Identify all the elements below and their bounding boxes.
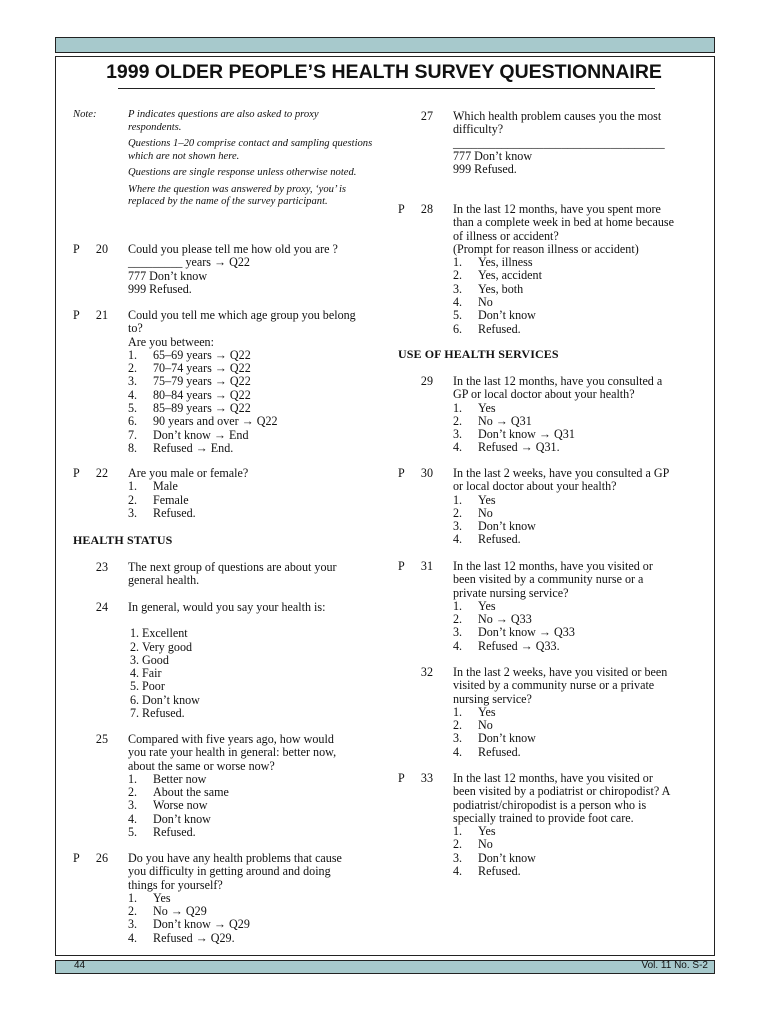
option-label: Yes, both [478,281,524,296]
proxy-marker: P [73,308,80,322]
question-text-line: specially trained to provide foot care. [453,810,634,825]
option-label: No → Q31 [478,413,532,428]
proxy-marker: P [73,242,80,256]
option-number: 6. [130,692,140,707]
question-text-line: Could you please tell me how old you are ? [128,242,338,256]
question-number: 30 [420,466,433,480]
option-label: Refused. [142,706,185,721]
question-number: 22 [95,466,108,480]
option-number: 4. [453,864,463,879]
option-label: Very good [142,639,193,654]
answer-option [453,428,662,441]
answer-option [453,402,662,415]
question-text-line: GP or local doctor about your health? [453,387,635,402]
option-label: Don’t know [478,308,536,323]
proxy-marker: P [398,466,405,480]
option-number: 2. [453,612,463,627]
option-number: 4. [453,440,463,455]
question-number: 33 [420,771,433,785]
page-title: 1999 OLDER PEOPLE’S HEALTH SURVEY QUESTIONNAIRE [106,61,662,83]
question-number: 29 [420,374,433,388]
question-text-line: podiatrist/chiropodist is a person who is [453,797,647,812]
option-number: 3. [128,505,138,520]
option-label: Poor [142,679,165,694]
question-text-line: The next group of questions are about your [128,560,337,574]
note-block [73,109,373,213]
question-text-line: Are you between: [128,334,214,349]
answer-option [453,746,667,759]
option-label: Don’t know → Q29 [153,917,250,932]
answer-option [453,256,674,269]
option-label: Fair [142,666,162,681]
option-number: 3. [453,850,463,865]
question-text-line: In the last 12 months, have you spent more [453,202,661,216]
option-label: Good [142,652,169,667]
question-text-line: 777 Don’t know [453,148,533,163]
option-number: 1. [453,400,463,415]
question-text-line: you difficulty in getting around and doing [128,864,331,879]
note-line: Questions 1–20 comprise contact and sampling questions which are not shown here. [128,138,373,162]
volume-label: Vol. 11 No. S-2 [641,960,708,971]
answer-option [128,362,356,375]
answer-option [453,269,674,282]
question-text-line: In general, would you say your health is: [128,600,326,614]
option-label: Refused. [153,505,196,520]
question-number: 32 [420,665,433,679]
answer-option [130,707,326,720]
question-text-line: Do you have any health problems that cause [128,851,342,865]
question-text-line: 999 Refused. [128,281,192,296]
option-number: 3. [453,625,463,640]
option-number: 2. [130,639,140,654]
answer-option [453,520,669,533]
option-number: 6. [128,414,138,429]
question-number: 21 [95,308,108,322]
option-label: Yes [478,824,496,839]
option-number: 7. [130,706,140,721]
option-label: Refused. [478,321,521,336]
proxy-marker: P [398,202,405,216]
answer-option [453,283,674,296]
answer-option [128,932,342,945]
option-label: Refused. [478,864,521,879]
question-text-line: been visited by a podiatrist or chiropodist? A [453,784,671,799]
answer-option [128,905,342,918]
option-number: 4. [128,387,138,402]
question-text-line: Which health problem causes you the most [453,109,662,123]
option-label: Don’t know → Q31 [478,427,575,442]
option-label: No → Q33 [478,612,532,627]
question-text-line: of illness or accident? [453,228,559,243]
question-text-line: In the last 12 months, have you consulted a [453,374,663,388]
answer-option [128,402,356,415]
option-label: Don’t know [153,811,211,826]
top-header-bar [55,37,715,53]
option-label: Yes [478,704,496,719]
answer-option [453,323,674,336]
option-number: 5. [128,825,138,840]
option-number: 1. [128,771,138,786]
question-number: 20 [95,242,108,256]
option-number: 2. [453,268,463,283]
option-number: 6. [453,321,463,336]
answer-option [130,654,326,667]
question-text-line: _________ years → Q22 [128,255,250,270]
option-number: 3. [453,427,463,442]
answer-option [453,640,653,653]
question-text-line: nursing service? [453,691,532,706]
proxy-marker: P [73,851,80,865]
proxy-marker: P [398,559,405,573]
option-label: 90 years and over → Q22 [153,414,278,429]
option-number: 2. [453,413,463,428]
question-text-line: been visited by a community nurse or a [453,572,644,587]
question-text-line: visited by a community nurse or a private [453,678,655,693]
option-number: 1. [128,347,138,362]
question-text-line: In the last 2 weeks, have you consulted a GP [453,466,670,480]
question-number: 31 [420,559,433,573]
option-number: 1. [453,255,463,270]
option-number: 2. [128,904,138,919]
option-number: 1. [128,479,138,494]
answer-option [128,826,336,839]
answer-option [130,627,326,640]
question-text-line: things for yourself? [128,877,223,892]
answer-option [453,600,653,613]
question-text-line: to? [128,321,143,336]
answer-option [453,719,667,732]
option-number: 2. [453,505,463,520]
proxy-marker: P [73,466,80,480]
option-number: 1. [453,704,463,719]
option-number: 4. [453,532,463,547]
option-label: No [478,837,493,852]
footer-bar [55,960,715,974]
answer-option [128,892,342,905]
option-label: Yes [478,492,496,507]
note-line: Where the question was answered by proxy, ‘you’ is replaced by the name of the survey participant. [128,183,347,207]
question-text-line: difficulty? [453,122,504,137]
answer-option [128,415,356,428]
option-number: 5. [453,308,463,323]
answer-option [453,507,669,520]
option-label: Don’t know [478,731,536,746]
question-number: 23 [95,560,108,574]
answer-option [453,852,670,865]
answer-option [453,865,670,878]
option-label: 75–79 years → Q22 [153,374,251,389]
option-label: Better now [153,771,207,786]
option-number: 1. [128,890,138,905]
answer-option [453,706,667,719]
option-number: 1. [453,824,463,839]
option-number: 4. [128,811,138,826]
option-label: Female [153,492,189,507]
answer-option [453,838,670,851]
option-number: 8. [128,440,138,455]
answer-option [453,533,669,546]
option-label: Don’t know → End [153,427,249,442]
answer-option [128,349,356,362]
question-text-line: private nursing service? [453,585,569,600]
answer-option [130,680,326,693]
option-label: Don’t know → Q33 [478,625,575,640]
option-number: 1. [453,598,463,613]
question-text-line: general health. [128,573,200,588]
question-number: 27 [420,109,433,123]
answer-option [130,694,326,707]
option-number: 3. [128,798,138,813]
answer-option [128,773,336,786]
option-label: 80–84 years → Q22 [153,387,251,402]
answer-option [128,507,248,520]
option-number: 3. [130,652,140,667]
option-label: 70–74 years → Q22 [153,361,251,376]
option-number: 2. [453,837,463,852]
option-label: Refused. [478,532,521,547]
option-label: No [478,505,493,520]
option-label: Don’t know [142,692,200,707]
option-label: Refused → Q31. [478,440,560,455]
option-label: Don’t know [478,850,536,865]
option-number: 4. [453,638,463,653]
option-label: Yes, illness [478,255,533,270]
question-text-line: 777 Don’t know [128,268,208,283]
option-label: Excellent [142,626,188,641]
option-label: 85–89 years → Q22 [153,401,251,416]
question-text-line: than a complete week in bed at home because [453,215,674,230]
option-label: Male [153,479,178,494]
question-text-line: ___________________________________ [453,135,665,150]
answer-option [130,641,326,654]
option-label: No [478,295,493,310]
answer-option [128,494,248,507]
option-number: 4. [130,666,140,681]
page-number: 44 [74,960,86,971]
title-underline [118,88,655,89]
answer-option [453,415,662,428]
note-line: P indicates questions are also asked to proxy respondents. [128,109,319,133]
option-label: Refused → Q33. [478,638,560,653]
option-label: Yes [478,400,496,415]
section-use-of-health-services: USE OF HEALTH SERVICES [398,347,559,361]
option-number: 1. [130,626,140,641]
answer-option [453,732,667,745]
option-label: Don’t know [478,519,536,534]
answer-option [128,799,336,812]
option-label: No → Q29 [153,904,207,919]
answer-option [128,429,356,442]
note-label: Note: [73,109,97,120]
option-number: 3. [453,519,463,534]
answer-option [128,813,336,826]
option-number: 5. [130,679,140,694]
question-number: 28 [420,202,433,216]
option-label: Refused → End. [153,440,234,455]
answer-option [128,786,336,799]
option-number: 4. [453,295,463,310]
question-text-line: In the last 2 weeks, have you visited or been [453,665,668,679]
question-text-line: (Prompt for reason illness or accident) [453,241,639,256]
option-number: 5. [128,401,138,416]
answer-option [128,375,356,388]
answer-option [453,825,670,838]
question-number: 24 [95,600,108,614]
note-line: Questions are single response unless otherwise noted. [128,167,357,178]
question-text-line: or local doctor about your health? [453,479,617,494]
answer-option [453,441,662,454]
option-number: 4. [453,744,463,759]
option-number: 2. [128,785,138,800]
question-text-line: In the last 12 months, have you visited or [453,771,653,785]
option-label: Worse now [153,798,208,813]
option-number: 4. [128,930,138,945]
option-label: Yes [153,890,171,905]
question-text-line: 999 Refused. [453,162,517,177]
option-number: 2. [128,361,138,376]
answer-option [453,626,653,639]
answer-option [128,389,356,402]
answer-option [130,667,326,680]
option-label: Yes, accident [478,268,542,283]
answer-option [453,309,674,322]
proxy-marker: P [398,771,405,785]
option-number: 3. [128,374,138,389]
answer-option [453,494,669,507]
section-health-status: HEALTH STATUS [73,533,173,547]
option-label: Refused → Q29. [153,930,235,945]
option-number: 7. [128,427,138,442]
question-text-line: Compared with five years ago, how would [128,732,334,746]
option-label: 65–69 years → Q22 [153,347,251,362]
question-number: 25 [95,732,108,746]
option-number: 3. [128,917,138,932]
option-label: Refused. [153,825,196,840]
option-number: 3. [453,281,463,296]
option-number: 2. [453,718,463,733]
question-text-line: Are you male or female? [128,466,249,480]
question-text-line: about the same or worse now? [128,758,275,773]
question-number: 26 [95,851,108,865]
question-text-line: you rate your health in general: better now, [128,745,337,760]
answer-option [453,613,653,626]
question-text-line: Could you tell me which age group you belong [128,308,356,322]
option-number: 1. [453,492,463,507]
option-number: 3. [453,731,463,746]
option-label: No [478,718,493,733]
answer-option [453,296,674,309]
option-number: 2. [128,492,138,507]
answer-option [128,442,356,455]
option-label: Yes [478,598,496,613]
answer-option [128,918,342,931]
option-label: About the same [153,785,229,800]
option-label: Refused. [478,744,521,759]
question-text-line: In the last 12 months, have you visited or [453,559,653,573]
answer-option [128,480,248,493]
